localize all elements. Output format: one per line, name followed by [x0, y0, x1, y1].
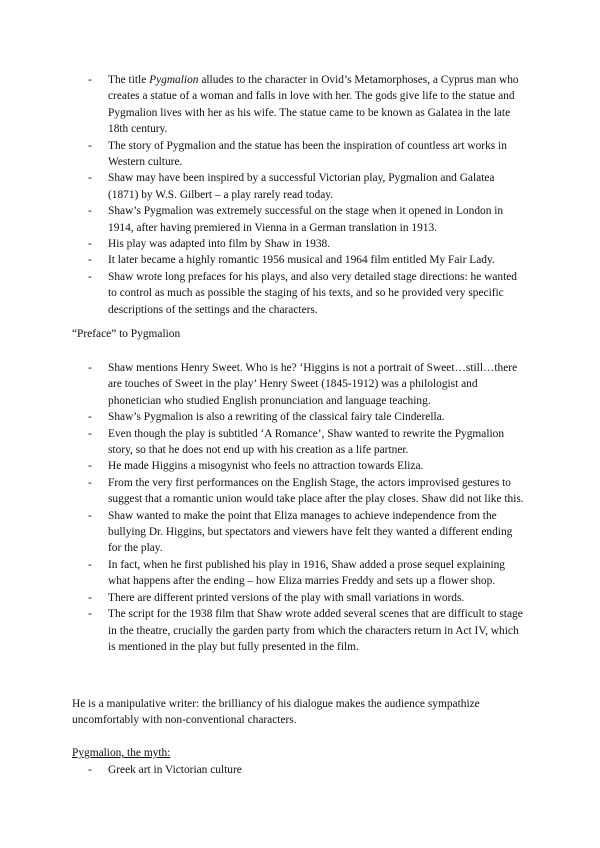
list-item: - Even though the play is subtitled ‘A Romance’, Shaw wanted to rewrite the Pygmalion story, so that he does not end up with his creation as a life partner.	[0, 426, 526, 459]
list-item: - Shaw wrote long prefaces for his plays, and also very detailed stage directions: he wanted to control as much as possible the staging of his texts, and so he provided very specific descriptions of the settings and the characters.	[0, 269, 526, 318]
intro-bullet-list	[0, 72, 526, 318]
list-item: - Shaw may have been inspired by a successful Victorian play, Pygmalion and Galatea (1871) by W.S. Gilbert – a play rarely read today.	[0, 170, 526, 203]
myth-heading: Pygmalion, the myth:	[72, 747, 171, 759]
list-item: - Greek art in Victorian culture	[0, 762, 526, 778]
play-title: Pygmalion	[149, 74, 199, 86]
preface-heading: “Preface” to Pygmalion	[72, 328, 181, 340]
preface-bullet-list	[0, 360, 526, 655]
list-item: - Shaw’s Pygmalion is also a rewriting of the classical fairy tale Cinderella.	[0, 409, 526, 425]
list-item: - Shaw wanted to make the point that Eliza manages to achieve independence from the bullying Dr. Higgins, but spectators and viewers have felt they wanted a different ending for the play.	[0, 508, 526, 557]
list-item: - The title Pygmalion alludes to the character in Ovid’s Metamorphoses, a Cyprus man who creates a statue of a woman and falls in love with her. The gods give life to the statue and Pygmalion lives with her as his wife. The statue came to be known as Galatea in the late 18th century.	[0, 72, 526, 138]
list-item: - There are different printed versions of the play with small variations in words.	[0, 590, 526, 606]
list-item: - Shaw’s Pygmalion was extremely successful on the stage when it opened in London in 1914, after having premiered in Vienna in a German translation in 1913.	[0, 203, 526, 236]
myth-bullet-list	[0, 762, 526, 778]
list-item: - The story of Pygmalion and the statue has been the inspiration of countless art works in Western culture.	[0, 138, 526, 171]
list-item: - From the very first performances on the English Stage, the actors improvised gestures to suggest that a romantic union would take place after the play closes. Shaw did not like this.	[0, 475, 526, 508]
list-item: - Shaw mentions Henry Sweet. Who is he? ‘Higgins is not a portrait of Sweet…still…there are touches of Sweet in the play’ Henry Sweet (1845-1912) was a philologist and phonetician who studied English pronunciation and language teaching.	[0, 360, 526, 409]
list-item: - His play was adapted into film by Shaw in 1938.	[0, 236, 526, 252]
list-item: - The script for the 1938 film that Shaw wrote added several scenes that are difficult to stage in the theatre, crucially the garden party from which the characters return in Act IV, which is mentioned in the play but fully presented in the film.	[0, 606, 526, 655]
list-item: - It later became a highly romantic 1956 musical and 1964 film entitled My Fair Lady.	[0, 252, 526, 268]
list-item: - He made Higgins a misogynist who feels no attraction towards Eliza.	[0, 458, 526, 474]
manipulative-writer-paragraph: He is a manipulative writer: the brilliancy of his dialogue makes the audience sympathize uncomfortably with non-conventional characters.	[72, 698, 480, 727]
list-item: - In fact, when he first published his play in 1916, Shaw added a prose sequel explaining what happens after the ending – how Eliza marries Freddy and sets up a flower shop.	[0, 557, 526, 590]
